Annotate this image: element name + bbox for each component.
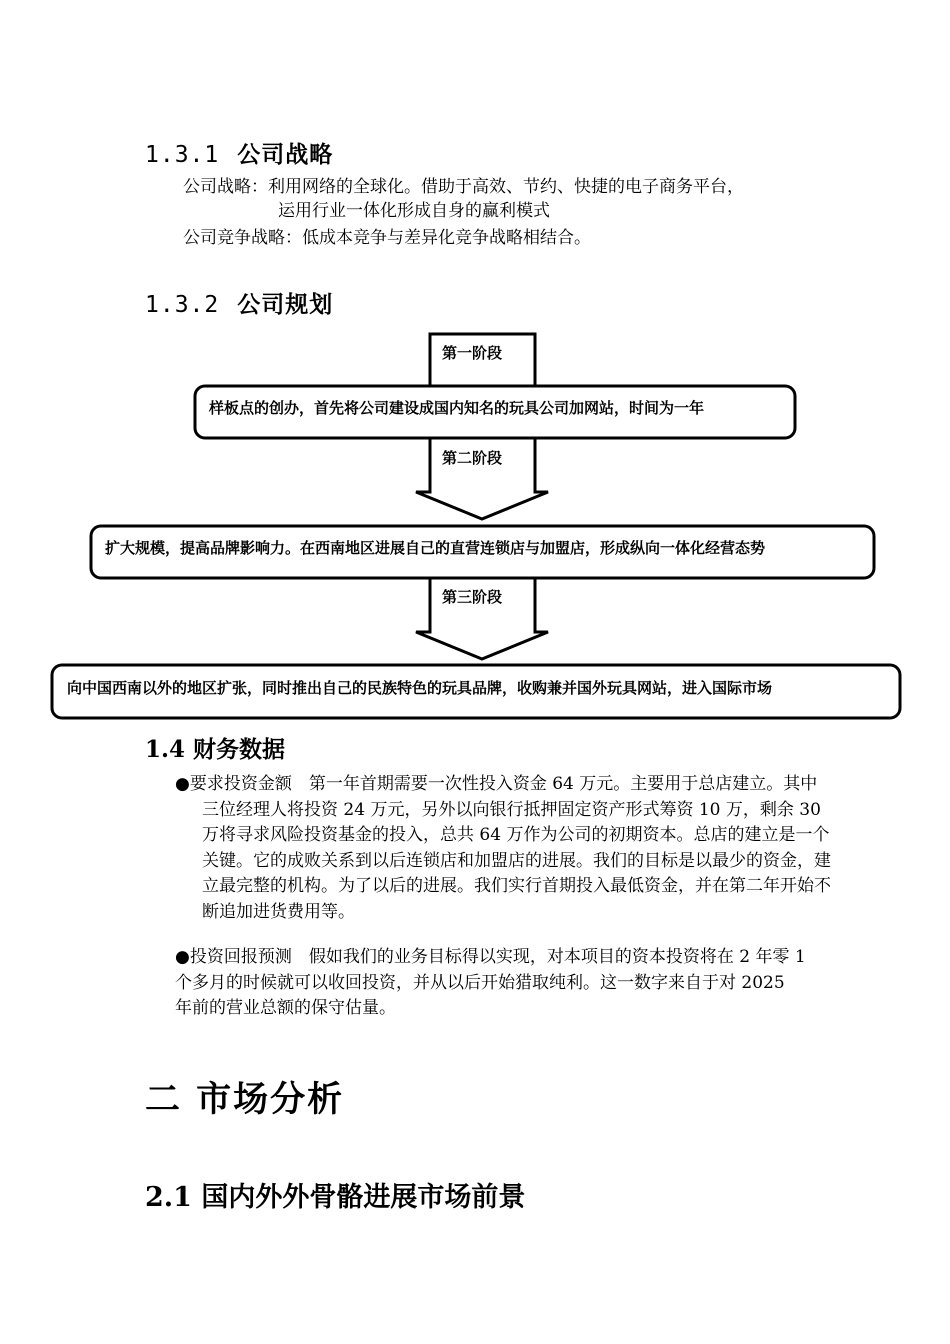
stage-2-label: 第二阶段 <box>442 449 503 467</box>
section-2-1-heading: 2.1 国内外外骨骼进展市场前景 <box>145 1182 526 1213</box>
investment-return-paragraph: ●投资回报预测 假如我们的业务目标得以实现，对本项目的资本投资将在 2 年零 1 个多月的时候就可以收回投资，并从以后开始猎取纯利。这一数字来自于对 2025 年前的营业总额的保守估量。 <box>175 947 806 1018</box>
strategy-line-1: 公司战略：利用网络的全球化。借助于高效、节约、快捷的电子商务平台， <box>183 177 744 197</box>
stage-2-box-text: 扩大规模，提高品牌影响力。在西南地区进展自己的直营连锁店与加盟店，形成纵向一体化经营态势 <box>105 539 766 557</box>
chapter-2-heading: 二 市场分析 <box>145 1079 345 1120</box>
stage-3-label: 第三阶段 <box>442 588 503 606</box>
stage-3-box-text: 向中国西南以外的地区扩张，同时推出自己的民族特色的玩具品牌，收购兼并国外玩具网站，进入国际市场 <box>67 679 773 697</box>
stage-1-box-text: 样板点的创办，首先将公司建设成国内知名的玩具公司加网站，时间为一年 <box>209 399 705 417</box>
strategy-line-2: 运用行业一体化形成自身的赢利模式 <box>278 201 550 221</box>
investment-amount-paragraph: ●要求投资金额 第一年首期需要一次性投入资金 64 万元。主要用于总店建立。其中三位经理人将投资 24 万元，另外以向银行抵押固定资产形式筹资 10 万，剩余 30 万将寻求风险投资基金的投入，总共 64 万作为公司的初期资本。总店的建立是一个关键。它的成败关系到以后连锁店和加盟店的进展。我们的目标是以最少的资金，建立最完整的机构。为了以后的进展。我们实行首期投入最低资金，并在第二年开始不断追加进货费用等。 <box>175 774 831 922</box>
section-title: 公司规划 <box>237 291 334 318</box>
section-title: 公司战略 <box>237 141 334 168</box>
competition-strategy-line: 公司竞争战略：低成本竞争与差异化竞争战略相结合。 <box>183 228 591 248</box>
stage-1-label: 第一阶段 <box>442 344 503 362</box>
section-number: 1.3.1 <box>145 142 220 168</box>
section-number: 1.3.2 <box>145 292 220 318</box>
section-1-4-heading: 1.4 财务数据 <box>145 736 286 763</box>
